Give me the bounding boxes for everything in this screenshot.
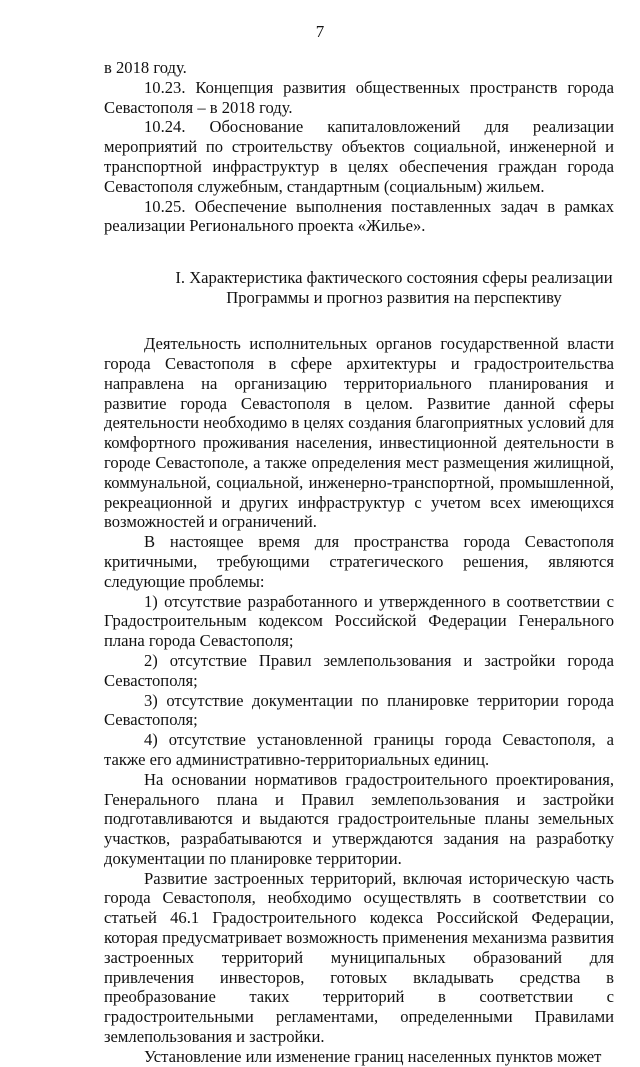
paragraph-norms: На основании нормативов градостроительного проектирования, Генерального плана и Правил землепользования и застройки подготавливаются и выдаются градостроительные планы земельных участков, разрабатываются и утверждаются задания на разработку документации по планировке территории. [104, 769, 614, 868]
paragraph-item-10-24: 10.24. Обоснование капиталовложений для реализации мероприятий по строительству объектов социальной, инженерной и транспортной инфраструктур в целях обеспечения граждан города Севастополя служебным, стандартным (социальным) жильем. [104, 117, 614, 196]
paragraph-boundaries: Установление или изменение границ населенных пунктов может [144, 1046, 602, 1066]
paragraph-activity: Деятельность исполнительных органов государственной власти города Севастополя в сфере архитектуры и градостроительства направлена на организацию территориального планирования и развитие города Севастополя в целом. Развитие данной сферы деятельности необходимо в целях создания благоприятных условий для комфортного проживания населения, инвестиционной деятельности в городе Севастополе, а также определения мест размещения жилищной, коммунальной, социальной, инженерно-транспортной, промышленной, рекреационной и других инфраструктур с учетом всех имеющихся возможностей и ограничений. [104, 334, 614, 532]
paragraph-problem-4: 4) отсутствие установленной границы города Севастополя, а также его административно-территориальных единиц. [104, 730, 614, 769]
paragraph-item-10-23: 10.23. Концепция развития общественных пространств города Севастополя – в 2018 году. [104, 77, 614, 117]
paragraph-item-10-25: 10.25. Обеспечение выполнения поставленных задач в рамках реализации Регионального проекта «Жилье». [104, 196, 614, 236]
document-body [104, 58, 614, 1067]
section-heading-line-1: I. Характеристика фактического состояния сферы реализации [175, 268, 613, 288]
section-heading-line-2: Программы и прогноз развития на перспективу [226, 288, 562, 308]
paragraph-problem-3: 3) отсутствие документации по планировке территории города Севастополя; [104, 690, 614, 730]
paragraph-continuation: в 2018 году. [104, 58, 187, 77]
section-heading [104, 268, 614, 308]
page-number: 7 [315, 22, 325, 41]
paragraph-problems-intro: В настоящее время для пространства города Севастополя критичными, требующими стратегического решения, являются следующие проблемы: [104, 532, 614, 591]
paragraph-problem-2: 2) отсутствие Правил землепользования и застройки города Севастополя; [104, 650, 614, 690]
paragraph-development: Развитие застроенных территорий, включая историческую часть города Севастополя, необходимо осуществлять в соответствии со статьей 46.1 Градостроительного кодекса Российской Федерации, которая предусматривает возможность применения механизма развития застроенных территорий муниципальных образований для привлечения инвесторов, готовых вкладывать средства в преобразование таких территорий в соответствии с градостроительными регламентами, определенными Правилами землепользования и застройки. [104, 868, 614, 1047]
paragraph-problem-1: 1) отсутствие разработанного и утвержденного в соответствии с Градостроительным кодексом Российской Федерации Генерального плана города Севастополя; [104, 591, 614, 651]
